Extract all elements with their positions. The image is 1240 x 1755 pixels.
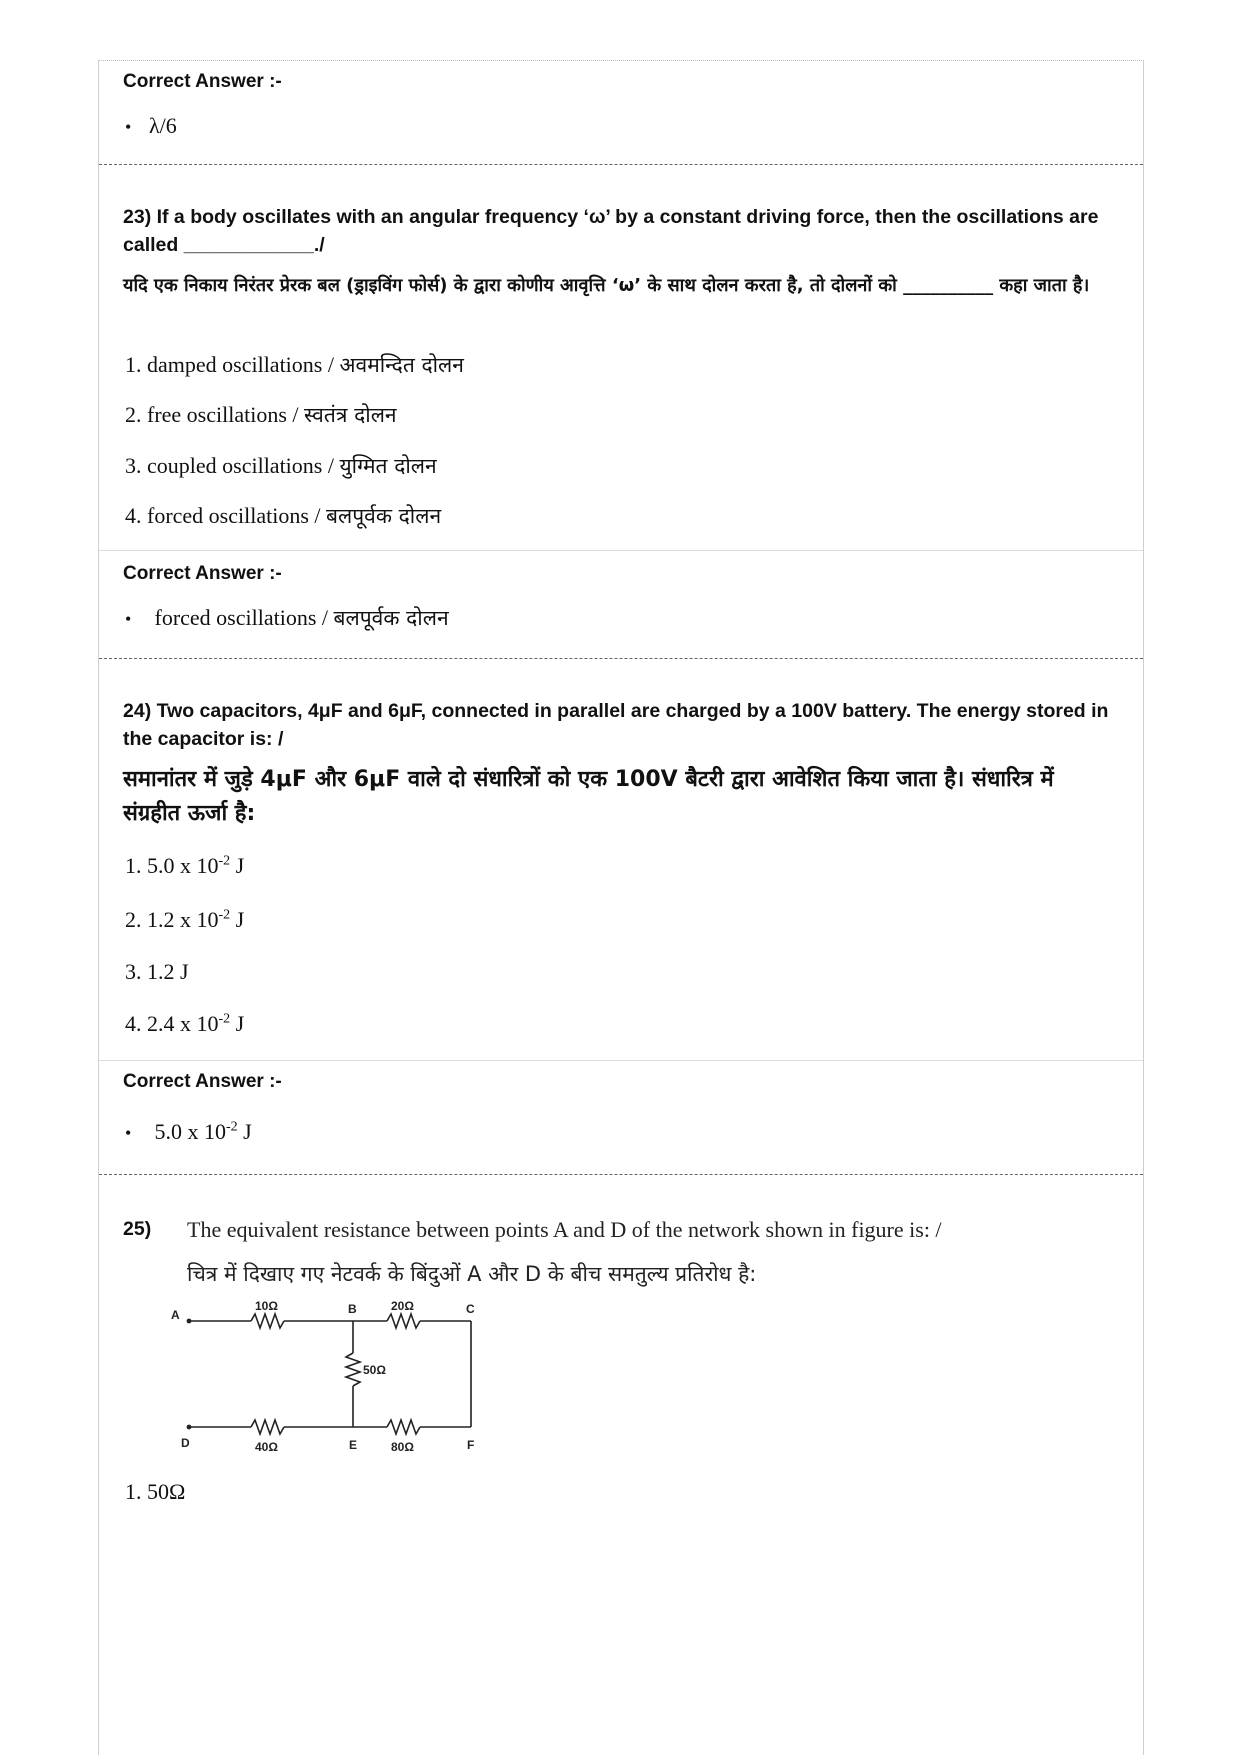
option-4 (125, 502, 441, 530)
option-2: 2. 1.2 x $10^{-2}$ J (125, 907, 245, 932)
resistor-20-label: 20Ω (391, 1299, 414, 1313)
option-1: 1. 5.0 x $10^{-2}$ J (125, 853, 245, 878)
node-c-label: C (466, 1302, 475, 1316)
node-d-label: D (181, 1436, 190, 1450)
question-23-text: 23) If a body oscillates with an angular frequency ‘ω’ by a constant driving force, then the oscillations are called ____________./ (123, 206, 1099, 256)
option-text: forced oscillations / (147, 503, 321, 528)
option-text: damped oscillations / (147, 352, 334, 377)
option-number: 4. (125, 503, 142, 528)
option-text-hindi: बलपूर्वक दोलन (326, 504, 442, 528)
question-divider (99, 1174, 1143, 1175)
option-number: 2. (125, 402, 142, 427)
option-1: 1. 50Ω (125, 1479, 186, 1504)
option-1 (125, 351, 464, 379)
node-b-label: B (348, 1302, 357, 1316)
resistor-40-label: 40Ω (255, 1440, 278, 1454)
correct-answer-label: Correct Answer :- (123, 1071, 282, 1092)
question-divider (99, 164, 1143, 165)
question-25-text-hindi: चित्र में दिखाए गए नेटवर्क के बिंदुओं A और D के बीच समतुल्य प्रतिरोध है: (187, 1262, 757, 1286)
correct-answer-label: Correct Answer :- (123, 563, 282, 584)
question-divider (99, 658, 1143, 659)
option-3: 3. 1.2 J (125, 959, 189, 984)
question-25-number: 25) (123, 1218, 152, 1240)
correct-answer-value: • forced oscillations / बलपूर्वक दोलन (125, 604, 449, 632)
correct-answer-label: Correct Answer :- (123, 71, 282, 92)
option-text: free oscillations / (147, 402, 299, 427)
node-d-dot (187, 1425, 192, 1430)
correct-answer-value: • 5.0 x $10^{-2}$ J (125, 1119, 252, 1145)
option-number: 1. (125, 352, 142, 377)
option-text-hindi: अवमन्दित दोलन (339, 353, 464, 377)
resistor-50-label: 50Ω (363, 1363, 386, 1377)
answer-divider (99, 550, 1143, 551)
node-f-label: F (467, 1438, 475, 1452)
option-text: coupled oscillations / (147, 453, 334, 478)
resistor-80-label: 80Ω (391, 1440, 414, 1454)
node-a-label: A (171, 1308, 180, 1322)
question-page (98, 60, 1144, 1755)
answer-divider (99, 1060, 1143, 1061)
option-text-hindi: स्वतंत्र दोलन (304, 403, 397, 427)
option-3 (125, 452, 437, 480)
correct-answer-value: • λ/6 (125, 113, 177, 139)
node-a-dot (187, 1319, 192, 1324)
option-2 (125, 401, 397, 429)
option-number: 3. (125, 453, 142, 478)
question-25-text: The equivalent resistance between points A and D of the network shown in figure is: / (187, 1217, 942, 1242)
option-4: 4. 2.4 x $10^{-2}$ J (125, 1011, 245, 1036)
circuit-diagram (167, 1299, 497, 1469)
question-24-text: 24) Two capacitors, 4μF and 6μF, connected in parallel are charged by a 100V battery. The energy stored in the capacitor is: / (123, 700, 1109, 750)
resistor-10-label: 10Ω (255, 1299, 278, 1313)
node-e-label: E (349, 1438, 358, 1452)
question-23-text-hindi: यदि एक निकाय निरंतर प्रेरक बल (ड्राइविंग फोर्स) के द्वारा कोणीय आवृत्ति ‘ω’ के साथ दोलन करता है, तो दोलनों को __________ कहा जाता है। (123, 275, 1090, 296)
question-24-text-hindi: समानांतर में जुड़े 4μF और 6μF वाले दो संधारित्रों को एक 100V बैटरी द्वारा आवेशित किया जाता है। संधारित्र में संग्रहीत ऊर्जा है: (123, 767, 1054, 826)
option-text-hindi: युग्मित दोलन (339, 454, 437, 478)
